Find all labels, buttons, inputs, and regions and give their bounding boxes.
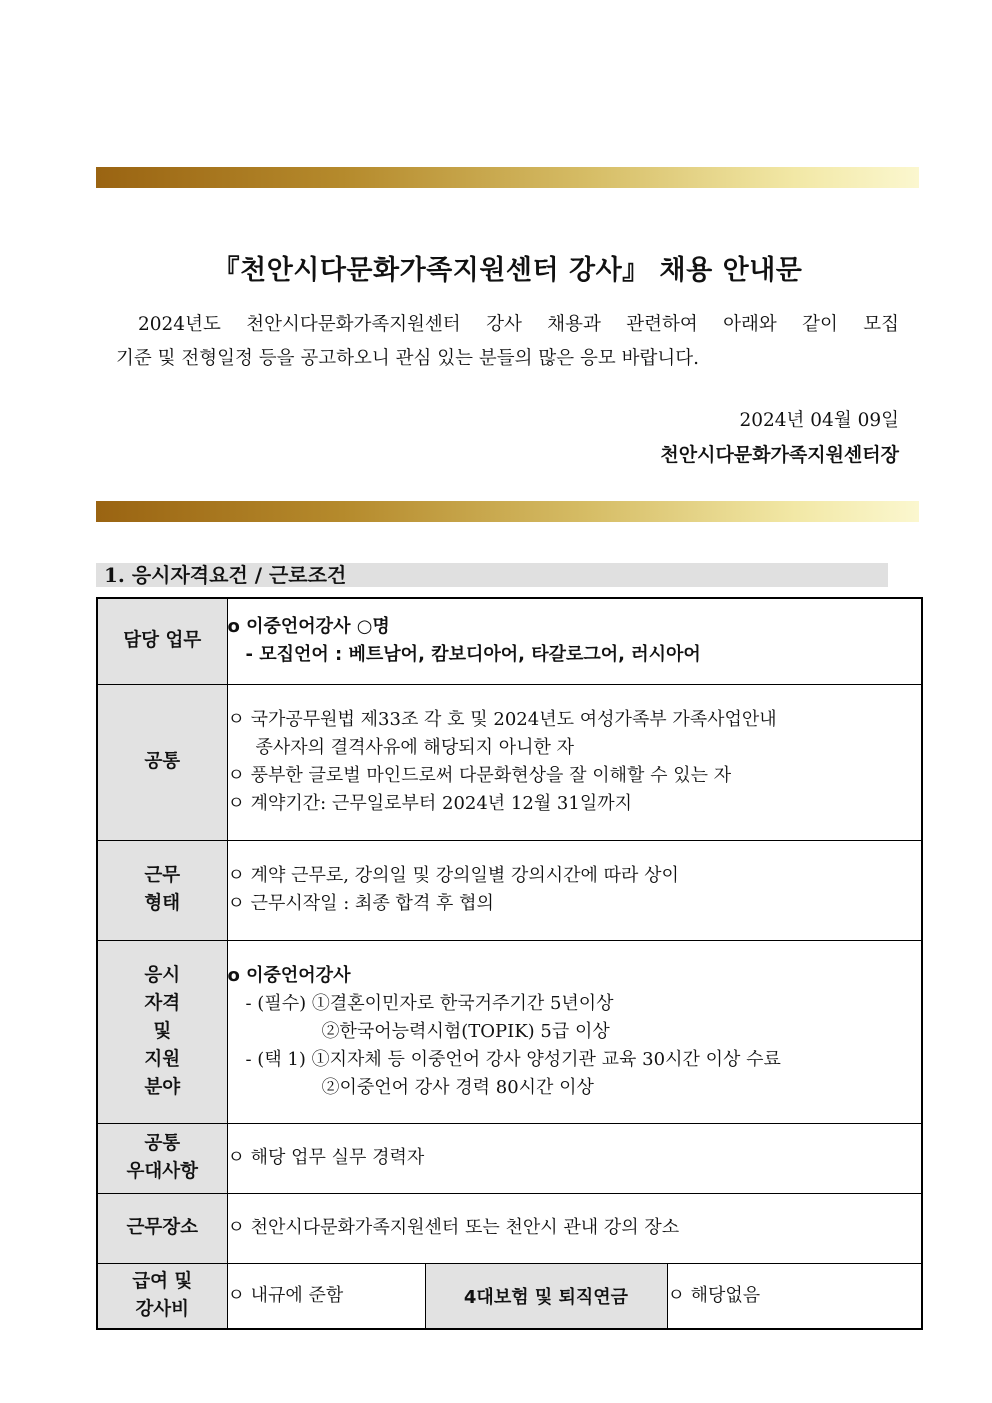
qualification-header-4: 지원: [144, 1048, 181, 1070]
preference-line-1: ㅇ 해당 업무 실무 경력자: [227, 1147, 425, 1168]
work-type-content: [227, 840, 922, 940]
duty-header: 담당 업무: [97, 598, 227, 684]
qualification-header: [97, 940, 227, 1123]
qualification-line-1: o 이중언어강사: [227, 964, 351, 986]
qualification-content: [227, 940, 922, 1123]
table-row-duty: [97, 598, 922, 684]
work-type-header-2: 형태: [144, 893, 181, 914]
location-line-1: ㅇ 천안시다문화가족지원센터 또는 천안시 관내 강의 장소: [227, 1217, 680, 1238]
preference-header-2: 우대사항: [126, 1161, 198, 1182]
qualification-header-5: 분야: [144, 1076, 181, 1098]
qualification-line-3: ②한국어능력시험(TOPIK) 5급 이상: [321, 1020, 610, 1042]
common-header: 공통: [97, 684, 227, 840]
page-title: 『천안시다문화가족지원센터 강사』 채용 안내문: [212, 255, 803, 286]
qualification-line-2: - (필수) ①결혼이민자로 한국거주기간 5년이상: [245, 992, 614, 1014]
location-content: [227, 1193, 922, 1263]
intro-line-2: 기준 및 전형일정 등을 공고하오니 관심 있는 분들의 많은 응모 바랍니다.: [116, 348, 699, 369]
preference-content: [227, 1123, 922, 1193]
table-row-location: [97, 1193, 922, 1263]
table-row-qualification: [97, 940, 922, 1123]
issuer-name: 천안시다문화가족지원센터장: [660, 444, 899, 466]
qualification-header-1: 응시: [144, 964, 181, 986]
table-row-pay: [97, 1263, 922, 1329]
insurance-value: ㅇ 해당없음: [667, 1263, 922, 1329]
pay-header-1: 급여 및: [132, 1270, 193, 1292]
duty-line-2: - 모집언어 : 베트남어, 캄보디아어, 타갈로그어, 러시아어: [245, 644, 701, 666]
common-line-1: ㅇ 국가공무원법 제33조 각 호 및 2024년도 여성가족부 가족사업안내: [227, 709, 777, 730]
pay-header: [97, 1263, 227, 1329]
notice-date: 2024년 04월 09일: [739, 410, 899, 431]
insurance-header: 4대보험 및 퇴직연금: [425, 1263, 667, 1329]
preference-header: [97, 1123, 227, 1193]
qualification-line-5: ②이중언어 강사 경력 80시간 이상: [321, 1076, 594, 1098]
common-line-2: 종사자의 결격사유에 해당되지 아니한 자: [255, 737, 574, 758]
table-row-preference: [97, 1123, 922, 1193]
duty-content: [227, 598, 922, 684]
intro-line-1: 2024년도 천안시다문화가족지원센터 강사 채용과 관련하여 아래와 같이 모집: [138, 314, 899, 335]
decorative-gold-bar-bottom: [96, 501, 919, 522]
work-type-header: [97, 840, 227, 940]
qualification-header-2: 자격: [144, 992, 181, 1014]
work-type-line-1: ㅇ 계약 근무로, 강의일 및 강의일별 강의시간에 따라 상이: [227, 865, 679, 886]
preference-header-1: 공통: [144, 1133, 181, 1154]
pay-value: ㅇ 내규에 준함: [227, 1263, 425, 1329]
work-type-line-2: ㅇ 근무시작일 : 최종 합격 후 협의: [227, 893, 494, 914]
table-row-common: [97, 684, 922, 840]
common-line-4: ㅇ 계약기간: 근무일로부터 2024년 12월 31일까지: [227, 793, 632, 814]
common-line-3: ㅇ 풍부한 글로벌 마인드로써 다문화현상을 잘 이해할 수 있는 자: [227, 765, 732, 786]
requirements-table: [96, 597, 923, 1330]
table-row-work-type: [97, 840, 922, 940]
section-heading: 1. 응시자격요건 / 근로조건: [96, 563, 888, 587]
intro-paragraph: [116, 308, 899, 376]
common-content: [227, 684, 922, 840]
qualification-line-4: - (택 1) ①지자체 등 이중언어 강사 양성기관 교육 30시간 이상 수료: [245, 1048, 781, 1070]
qualification-header-3: 및: [153, 1020, 172, 1042]
decorative-gold-bar-top: [96, 167, 919, 188]
location-header: 근무장소: [97, 1193, 227, 1263]
duty-line-1: o 이중언어강사 ○명: [227, 616, 390, 638]
pay-header-2: 강사비: [135, 1298, 190, 1320]
work-type-header-1: 근무: [144, 865, 181, 886]
